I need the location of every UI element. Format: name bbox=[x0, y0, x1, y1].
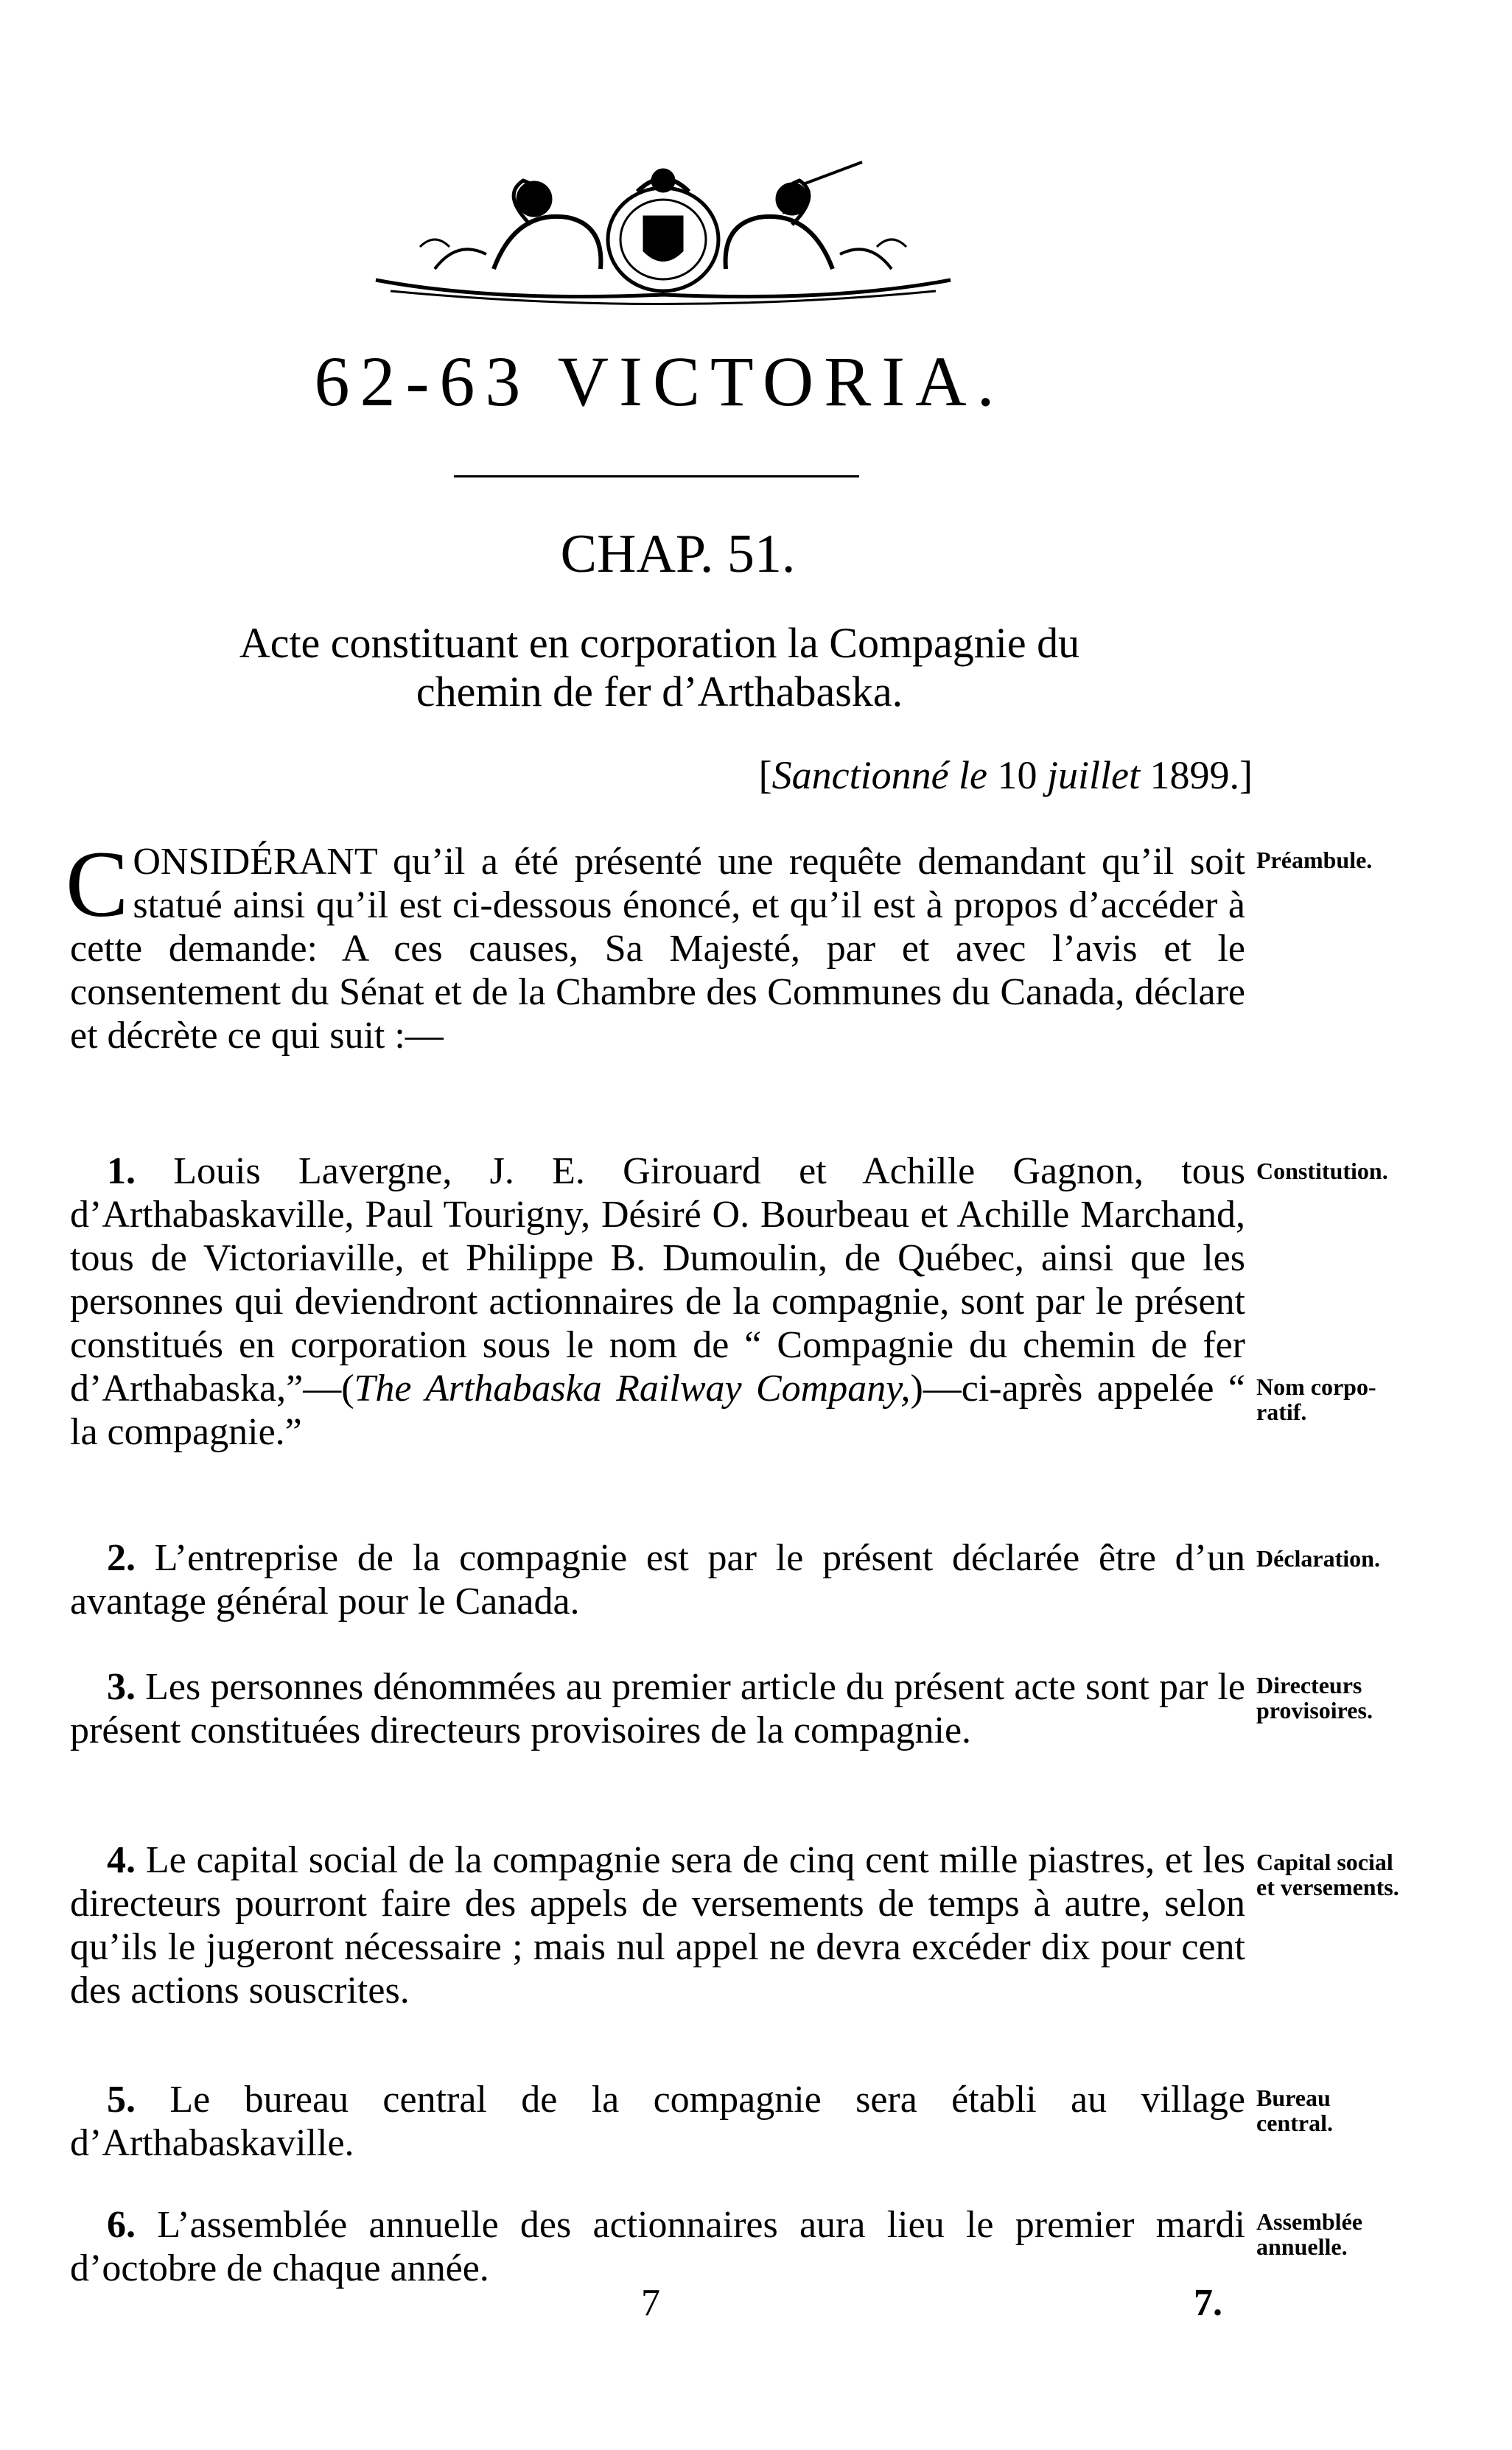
section-text: Louis Lavergne, J. E. Girouard et Achille Gagnon, tous d’Arthabaskaville, Paul Tourigny, Désiré O. Bourbeau et Achille Marchand, tous de Victoriaville, et Philippe B. Dumoulin, de Québec, ainsi que les personnes qui deviendront actionnaires de la compagnie, sont par le présent constitués en corporation sous le nom de “ Compagnie du chemin de fer d’Arthabaska,”—( bbox=[70, 1150, 1246, 1410]
section-text: Le bureau central de la compagnie sera établi au village d’Arthabaskaville. bbox=[70, 2079, 1246, 2164]
section-text: L’assemblée annuelle des actionnaires aura lieu le premier mardi d’octobre de chaque année. bbox=[70, 2204, 1245, 2289]
section-2 bbox=[70, 1536, 1245, 1623]
margin-note-declaration: Déclaration. bbox=[1256, 1545, 1380, 1572]
sanction-label: Sanctionné le bbox=[771, 753, 988, 797]
section-number: 3. bbox=[107, 1666, 136, 1708]
preamble-text: ONSIDÉRANT qu’il a été présenté une requête demandant qu’il soit statué ainsi qu’il est ci-dessous énoncé, et qu’il est à propos d’accéder à cette demande: A ces causes, Sa Majesté, par et avec l’avis et le consentement du Sénat et de la Chambre des Communes du Canada, déclare et décrète ce qui suit :— bbox=[70, 841, 1245, 1057]
act-title-line-2: chemin de fer d’Arthabaska. bbox=[416, 668, 903, 715]
section-text: Le capital social de la compagnie sera de cinq cent mille piastres, et les directeurs pourront faire des appels de versements de temps à autre, selon qu’ils le jugeront nécessaire ; mais nul appel ne devra excéder dix pour cent des actions souscrites. bbox=[70, 1839, 1246, 2012]
sanction-day: 10 bbox=[987, 753, 1048, 797]
preamble-paragraph bbox=[66, 832, 1245, 1057]
margin-note-preambule: Préambule. bbox=[1256, 847, 1373, 873]
section-3 bbox=[70, 1665, 1245, 1752]
margin-note-line: central. bbox=[1256, 2110, 1333, 2136]
page-title: 62-63 VICTORIA. bbox=[314, 342, 1005, 421]
margin-note-line: Bureau bbox=[1256, 2085, 1331, 2111]
act-title bbox=[70, 619, 1249, 716]
section-5 bbox=[70, 2078, 1245, 2165]
margin-note-line: Nom corpo- bbox=[1256, 1373, 1376, 1400]
sanction-date bbox=[604, 755, 1253, 795]
section-text-end: )—ci-après appelée “ la compagnie.” bbox=[70, 1368, 1245, 1453]
coat-of-arms-icon bbox=[346, 158, 980, 306]
margin-note-assemblee bbox=[1256, 2209, 1499, 2259]
margin-note-line: Assemblée bbox=[1256, 2208, 1362, 2235]
margin-note-constitution: Constitution. bbox=[1256, 1158, 1388, 1184]
catchword: 7. bbox=[1194, 2282, 1222, 2324]
margin-note-nom-corporatif bbox=[1256, 1374, 1499, 1424]
title-divider bbox=[454, 475, 859, 477]
margin-note-line: et versements. bbox=[1256, 1874, 1399, 1900]
margin-note-bureau bbox=[1256, 2085, 1499, 2135]
section-number: 1. bbox=[107, 1150, 136, 1192]
act-title-line-1: Acte constituant en corporation la Compagnie du bbox=[239, 619, 1080, 667]
royal-coat-of-arms bbox=[346, 158, 980, 306]
section-1 bbox=[70, 1149, 1245, 1454]
section-number: 6. bbox=[107, 2204, 136, 2246]
margin-note-line: Capital social bbox=[1256, 1849, 1393, 1875]
section-4 bbox=[70, 1838, 1245, 2012]
section-number: 2. bbox=[107, 1537, 136, 1579]
margin-note-line: provisoires. bbox=[1256, 1697, 1373, 1723]
margin-note-line: ratif. bbox=[1256, 1399, 1307, 1425]
section-text: L’entreprise de la compagnie est par le présent déclarée être d’un avantage général pour le Canada. bbox=[70, 1537, 1245, 1623]
margin-note-capital bbox=[1256, 1849, 1499, 1900]
section-text: Les personnes dénommées au premier article du présent acte sont par le présent constituées directeurs provisoires de la compagnie. bbox=[70, 1666, 1245, 1751]
sanction-year: 1899.] bbox=[1140, 753, 1253, 797]
margin-note-line: annuelle. bbox=[1256, 2233, 1348, 2260]
section-number: 5. bbox=[107, 2079, 136, 2121]
sanction-bracket: [ bbox=[758, 753, 772, 797]
chapter-heading: CHAP. 51. bbox=[560, 524, 796, 584]
page-number: 7 bbox=[641, 2282, 660, 2324]
margin-note-line: Directeurs bbox=[1256, 1672, 1362, 1698]
drop-cap: C bbox=[66, 832, 129, 937]
section-number: 4. bbox=[107, 1839, 136, 1881]
sanction-month: juillet bbox=[1047, 753, 1141, 797]
margin-note-directeurs bbox=[1256, 1673, 1499, 1723]
section-text-italic: The Arthabaska Railway Company, bbox=[354, 1368, 911, 1410]
section-6 bbox=[70, 2203, 1245, 2290]
